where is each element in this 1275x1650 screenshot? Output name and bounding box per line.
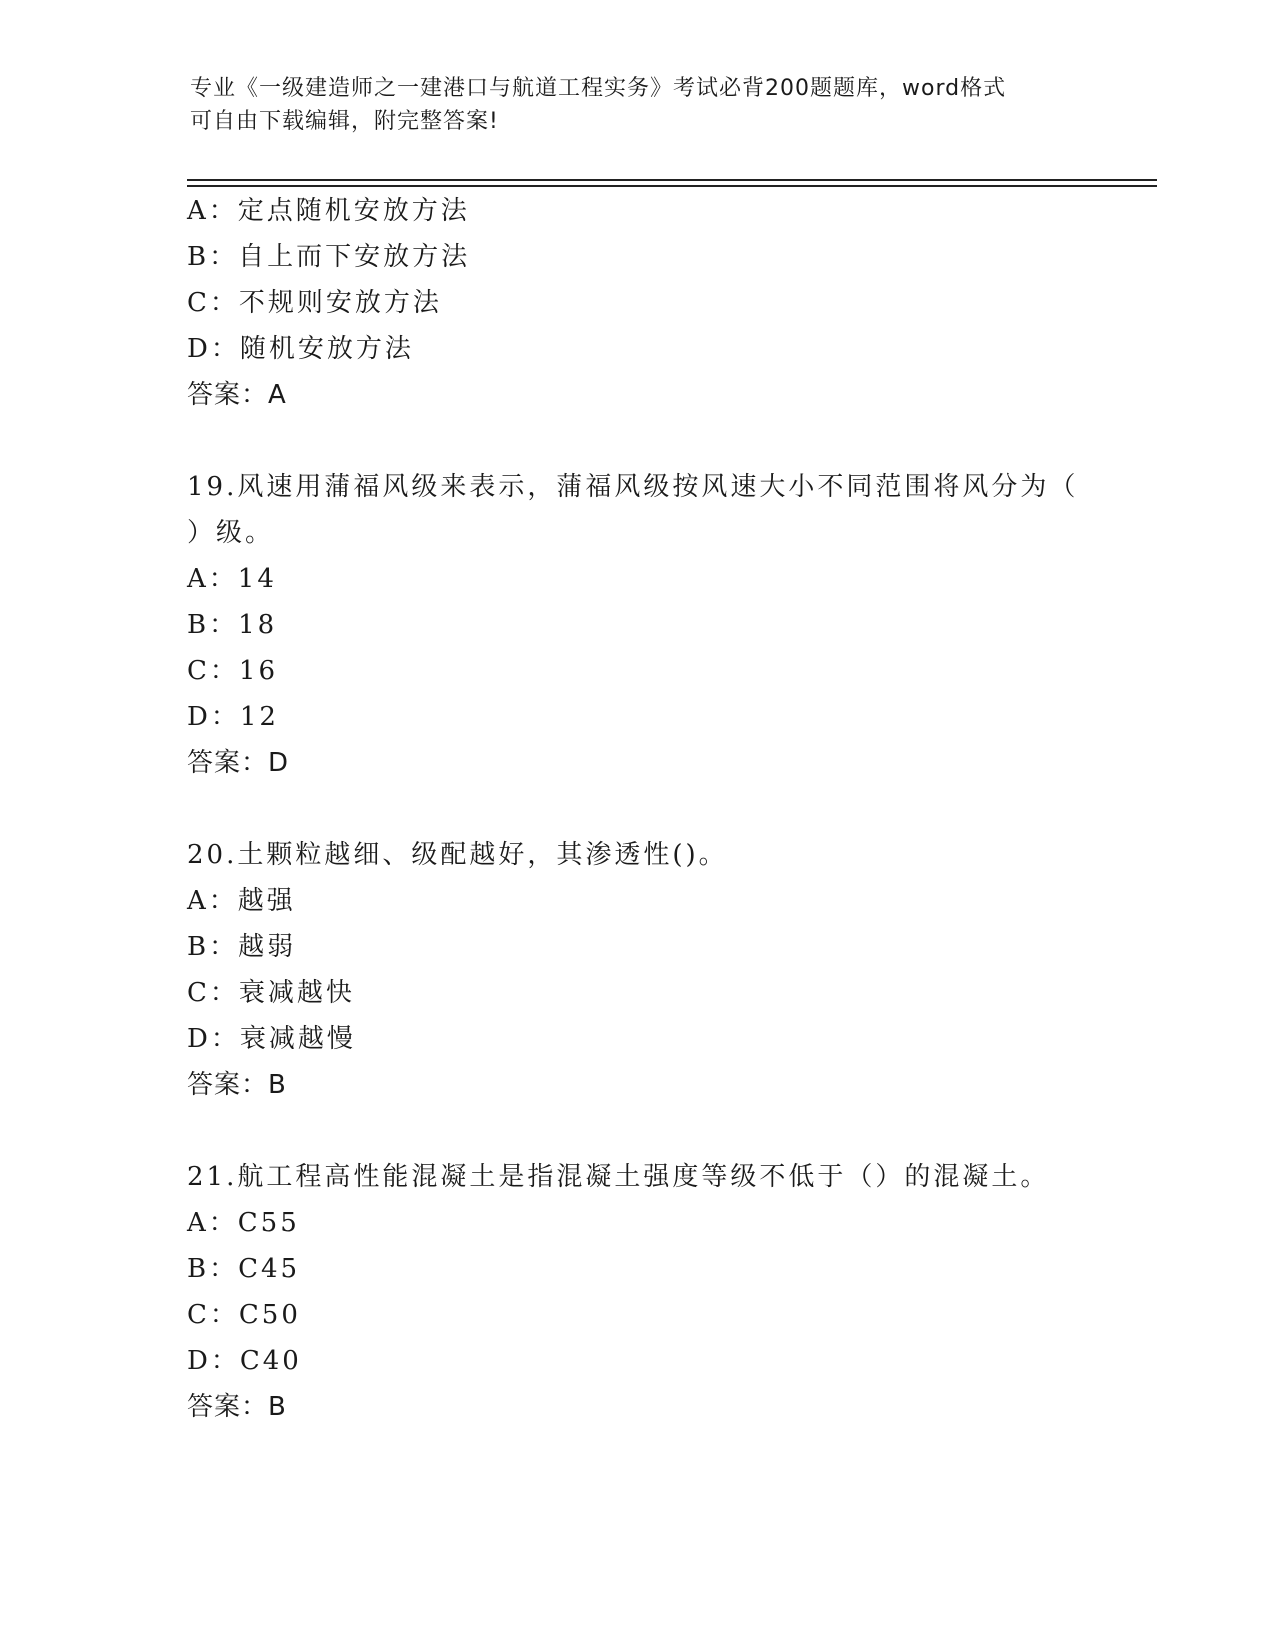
option-text: 16 — [238, 656, 278, 686]
option-label: A： — [187, 564, 238, 594]
option-d — [187, 1338, 1087, 1384]
option-label: D： — [187, 1346, 240, 1376]
document-body — [187, 188, 1087, 1430]
option-text: C55 — [237, 1208, 300, 1238]
option-label: D： — [187, 334, 240, 364]
answer-line: 答案：B — [187, 1392, 287, 1422]
option-text: C40 — [239, 1346, 302, 1376]
question-block-21 — [187, 1154, 1087, 1430]
option-text: 14 — [237, 564, 277, 594]
option-text: 18 — [238, 610, 278, 640]
option-text: 越强 — [237, 886, 296, 916]
option-label: B： — [187, 242, 239, 272]
option-label: A： — [187, 1208, 238, 1238]
option-text: 越弱 — [238, 932, 297, 962]
option-a — [187, 1200, 1087, 1246]
option-label: C： — [187, 1300, 239, 1330]
question-block-19 — [187, 464, 1087, 786]
option-text: 12 — [239, 702, 279, 732]
header-divider-top — [187, 179, 1157, 181]
option-a — [187, 556, 1087, 602]
option-label: C： — [187, 288, 239, 318]
option-text: 不规则安放方法 — [238, 288, 442, 318]
question-stem: 20.土颗粒越细、级配越好，其渗透性()。 — [187, 840, 728, 870]
option-c — [187, 648, 1087, 694]
question-block-20 — [187, 832, 1087, 1108]
option-c — [187, 280, 1087, 326]
option-text: 定点随机安放方法 — [237, 196, 470, 226]
option-b — [187, 1246, 1087, 1292]
option-label: D： — [187, 702, 240, 732]
answer-line: 答案：A — [187, 380, 287, 410]
option-label: A： — [187, 196, 238, 226]
header-divider-bottom — [187, 185, 1157, 187]
option-text: C45 — [238, 1254, 301, 1284]
option-label: B： — [187, 610, 239, 640]
option-label: B： — [187, 932, 239, 962]
option-text: 自上而下安放方法 — [238, 242, 471, 272]
question-stem: 19.风速用蒲福风级来表示，蒲福风级按风速大小不同范围将风分为（ — [187, 472, 1079, 502]
option-label: B： — [187, 1254, 239, 1284]
option-a — [187, 188, 1087, 234]
option-label: C： — [187, 978, 239, 1008]
option-d — [187, 1016, 1087, 1062]
header-title-line-2: 可自由下载编辑，附完整答案! — [190, 109, 499, 134]
option-label: D： — [187, 1024, 240, 1054]
document-header — [190, 72, 1090, 138]
header-title-line-1: 专业《一级建造师之一建港口与航道工程实务》考试必背200题题库，word格式 — [190, 76, 1007, 101]
option-b — [187, 234, 1087, 280]
option-b — [187, 602, 1087, 648]
answer-line: 答案：D — [187, 748, 290, 778]
option-text: 衰减越快 — [238, 978, 355, 1008]
question-stem-continued: ）级。 — [187, 518, 275, 548]
option-a — [187, 878, 1087, 924]
option-text: C50 — [238, 1300, 301, 1330]
question-block-continued — [187, 188, 1087, 418]
option-label: C： — [187, 656, 239, 686]
answer-line: 答案：B — [187, 1070, 287, 1100]
option-c — [187, 1292, 1087, 1338]
option-d — [187, 694, 1087, 740]
option-d — [187, 326, 1087, 372]
option-text: 衰减越慢 — [239, 1024, 356, 1054]
option-text: 随机安放方法 — [239, 334, 414, 364]
option-c — [187, 970, 1087, 1016]
option-label: A： — [187, 886, 238, 916]
option-b — [187, 924, 1087, 970]
question-stem: 21.航工程高性能混凝土是指混凝土强度等级不低于（）的混凝土。 — [187, 1162, 1050, 1192]
